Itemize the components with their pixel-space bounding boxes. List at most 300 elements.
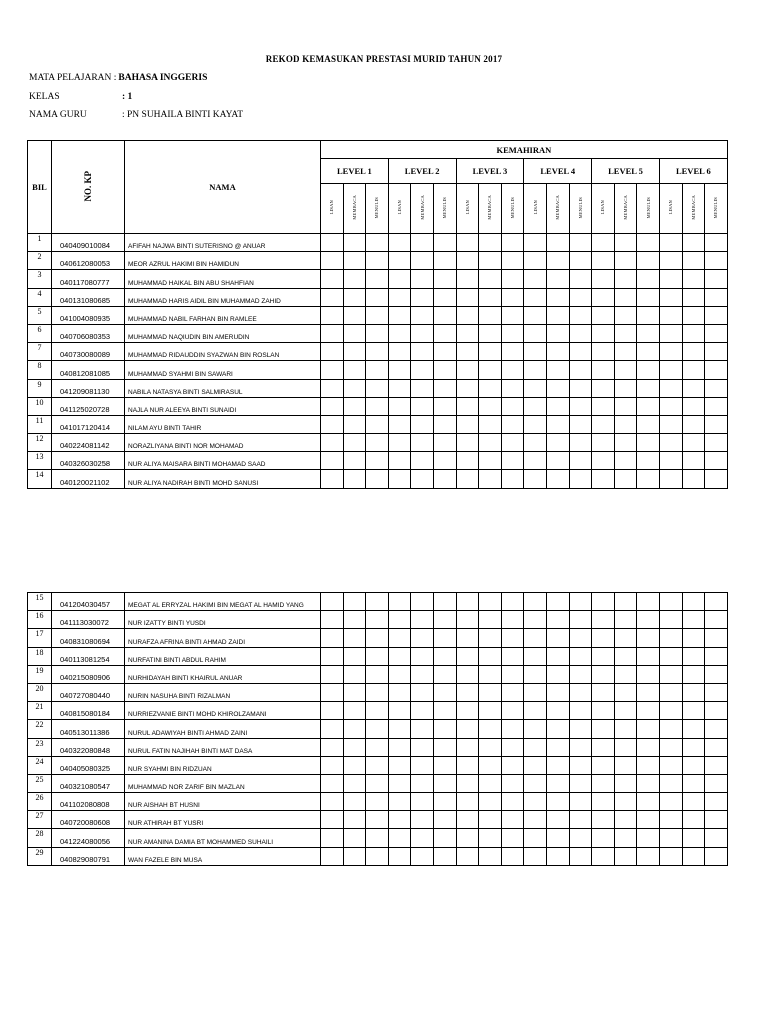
score-cell[interactable]: [321, 647, 344, 665]
score-cell[interactable]: [614, 738, 637, 756]
score-cell[interactable]: [343, 379, 366, 397]
score-cell[interactable]: [343, 252, 366, 270]
score-cell[interactable]: [637, 397, 660, 415]
score-cell[interactable]: [546, 306, 569, 324]
score-cell[interactable]: [546, 847, 569, 865]
score-cell[interactable]: [569, 683, 592, 701]
score-cell[interactable]: [411, 343, 434, 361]
score-cell[interactable]: [479, 415, 502, 433]
score-cell[interactable]: [546, 738, 569, 756]
score-cell[interactable]: [501, 397, 524, 415]
score-cell[interactable]: [366, 288, 389, 306]
score-cell[interactable]: [592, 415, 615, 433]
score-cell[interactable]: [524, 647, 547, 665]
score-cell[interactable]: [343, 593, 366, 611]
score-cell[interactable]: [479, 593, 502, 611]
score-cell[interactable]: [524, 738, 547, 756]
score-cell[interactable]: [637, 452, 660, 470]
score-cell[interactable]: [433, 720, 456, 738]
score-cell[interactable]: [456, 647, 479, 665]
score-cell[interactable]: [343, 452, 366, 470]
score-cell[interactable]: [659, 234, 682, 252]
score-cell[interactable]: [592, 793, 615, 811]
score-cell[interactable]: [456, 361, 479, 379]
score-cell[interactable]: [343, 288, 366, 306]
score-cell[interactable]: [682, 288, 705, 306]
score-cell[interactable]: [524, 361, 547, 379]
score-cell[interactable]: [592, 343, 615, 361]
score-cell[interactable]: [705, 470, 728, 488]
score-cell[interactable]: [411, 738, 434, 756]
score-cell[interactable]: [479, 361, 502, 379]
score-cell[interactable]: [682, 665, 705, 683]
score-cell[interactable]: [569, 720, 592, 738]
score-cell[interactable]: [705, 343, 728, 361]
score-cell[interactable]: [388, 793, 411, 811]
score-cell[interactable]: [614, 593, 637, 611]
score-cell[interactable]: [637, 252, 660, 270]
score-cell[interactable]: [343, 720, 366, 738]
score-cell[interactable]: [546, 683, 569, 701]
score-cell[interactable]: [614, 470, 637, 488]
score-cell[interactable]: [479, 738, 502, 756]
score-cell[interactable]: [501, 629, 524, 647]
score-cell[interactable]: [659, 252, 682, 270]
score-cell[interactable]: [366, 756, 389, 774]
score-cell[interactable]: [569, 324, 592, 342]
score-cell[interactable]: [614, 629, 637, 647]
score-cell[interactable]: [659, 774, 682, 792]
score-cell[interactable]: [659, 343, 682, 361]
score-cell[interactable]: [524, 434, 547, 452]
score-cell[interactable]: [524, 252, 547, 270]
score-cell[interactable]: [343, 756, 366, 774]
score-cell[interactable]: [659, 665, 682, 683]
score-cell[interactable]: [592, 593, 615, 611]
score-cell[interactable]: [388, 361, 411, 379]
score-cell[interactable]: [433, 611, 456, 629]
score-cell[interactable]: [501, 793, 524, 811]
score-cell[interactable]: [366, 306, 389, 324]
score-cell[interactable]: [501, 252, 524, 270]
score-cell[interactable]: [479, 611, 502, 629]
score-cell[interactable]: [659, 288, 682, 306]
score-cell[interactable]: [388, 343, 411, 361]
score-cell[interactable]: [682, 720, 705, 738]
score-cell[interactable]: [501, 470, 524, 488]
score-cell[interactable]: [456, 793, 479, 811]
score-cell[interactable]: [592, 720, 615, 738]
score-cell[interactable]: [614, 793, 637, 811]
score-cell[interactable]: [524, 270, 547, 288]
score-cell[interactable]: [705, 811, 728, 829]
score-cell[interactable]: [411, 774, 434, 792]
score-cell[interactable]: [479, 720, 502, 738]
score-cell[interactable]: [321, 343, 344, 361]
score-cell[interactable]: [705, 234, 728, 252]
score-cell[interactable]: [637, 629, 660, 647]
score-cell[interactable]: [433, 756, 456, 774]
score-cell[interactable]: [501, 234, 524, 252]
score-cell[interactable]: [501, 452, 524, 470]
score-cell[interactable]: [456, 252, 479, 270]
score-cell[interactable]: [682, 415, 705, 433]
score-cell[interactable]: [388, 270, 411, 288]
score-cell[interactable]: [546, 343, 569, 361]
score-cell[interactable]: [682, 343, 705, 361]
score-cell[interactable]: [569, 593, 592, 611]
score-cell[interactable]: [592, 665, 615, 683]
score-cell[interactable]: [321, 665, 344, 683]
score-cell[interactable]: [388, 452, 411, 470]
score-cell[interactable]: [366, 683, 389, 701]
score-cell[interactable]: [569, 629, 592, 647]
score-cell[interactable]: [524, 793, 547, 811]
score-cell[interactable]: [637, 306, 660, 324]
score-cell[interactable]: [705, 434, 728, 452]
score-cell[interactable]: [637, 665, 660, 683]
score-cell[interactable]: [433, 434, 456, 452]
score-cell[interactable]: [569, 647, 592, 665]
score-cell[interactable]: [479, 470, 502, 488]
score-cell[interactable]: [433, 288, 456, 306]
score-cell[interactable]: [546, 702, 569, 720]
score-cell[interactable]: [366, 829, 389, 847]
score-cell[interactable]: [659, 306, 682, 324]
score-cell[interactable]: [592, 629, 615, 647]
score-cell[interactable]: [321, 702, 344, 720]
score-cell[interactable]: [659, 811, 682, 829]
score-cell[interactable]: [321, 452, 344, 470]
score-cell[interactable]: [456, 756, 479, 774]
score-cell[interactable]: [592, 470, 615, 488]
score-cell[interactable]: [524, 611, 547, 629]
score-cell[interactable]: [614, 702, 637, 720]
score-cell[interactable]: [388, 756, 411, 774]
score-cell[interactable]: [433, 829, 456, 847]
score-cell[interactable]: [501, 434, 524, 452]
score-cell[interactable]: [546, 593, 569, 611]
score-cell[interactable]: [479, 434, 502, 452]
score-cell[interactable]: [501, 756, 524, 774]
score-cell[interactable]: [411, 793, 434, 811]
score-cell[interactable]: [479, 811, 502, 829]
score-cell[interactable]: [637, 811, 660, 829]
score-cell[interactable]: [479, 683, 502, 701]
score-cell[interactable]: [637, 343, 660, 361]
score-cell[interactable]: [614, 288, 637, 306]
score-cell[interactable]: [614, 252, 637, 270]
score-cell[interactable]: [524, 756, 547, 774]
score-cell[interactable]: [321, 470, 344, 488]
score-cell[interactable]: [343, 397, 366, 415]
score-cell[interactable]: [321, 738, 344, 756]
score-cell[interactable]: [637, 756, 660, 774]
score-cell[interactable]: [659, 847, 682, 865]
score-cell[interactable]: [569, 234, 592, 252]
score-cell[interactable]: [433, 593, 456, 611]
score-cell[interactable]: [366, 379, 389, 397]
score-cell[interactable]: [321, 415, 344, 433]
score-cell[interactable]: [682, 270, 705, 288]
score-cell[interactable]: [524, 683, 547, 701]
score-cell[interactable]: [321, 720, 344, 738]
score-cell[interactable]: [637, 434, 660, 452]
score-cell[interactable]: [592, 270, 615, 288]
score-cell[interactable]: [705, 793, 728, 811]
score-cell[interactable]: [524, 774, 547, 792]
score-cell[interactable]: [388, 252, 411, 270]
score-cell[interactable]: [592, 829, 615, 847]
score-cell[interactable]: [546, 470, 569, 488]
score-cell[interactable]: [433, 647, 456, 665]
score-cell[interactable]: [343, 343, 366, 361]
score-cell[interactable]: [366, 847, 389, 865]
score-cell[interactable]: [343, 270, 366, 288]
score-cell[interactable]: [569, 361, 592, 379]
score-cell[interactable]: [411, 756, 434, 774]
score-cell[interactable]: [637, 738, 660, 756]
score-cell[interactable]: [637, 593, 660, 611]
score-cell[interactable]: [614, 306, 637, 324]
score-cell[interactable]: [366, 397, 389, 415]
score-cell[interactable]: [592, 361, 615, 379]
score-cell[interactable]: [388, 397, 411, 415]
score-cell[interactable]: [433, 811, 456, 829]
score-cell[interactable]: [501, 702, 524, 720]
score-cell[interactable]: [705, 774, 728, 792]
score-cell[interactable]: [682, 593, 705, 611]
score-cell[interactable]: [366, 361, 389, 379]
score-cell[interactable]: [705, 306, 728, 324]
score-cell[interactable]: [433, 452, 456, 470]
score-cell[interactable]: [411, 397, 434, 415]
score-cell[interactable]: [659, 629, 682, 647]
score-cell[interactable]: [659, 379, 682, 397]
score-cell[interactable]: [637, 720, 660, 738]
score-cell[interactable]: [546, 234, 569, 252]
score-cell[interactable]: [546, 434, 569, 452]
score-cell[interactable]: [479, 793, 502, 811]
score-cell[interactable]: [682, 324, 705, 342]
score-cell[interactable]: [592, 379, 615, 397]
score-cell[interactable]: [705, 847, 728, 865]
score-cell[interactable]: [411, 647, 434, 665]
score-cell[interactable]: [343, 665, 366, 683]
score-cell[interactable]: [569, 611, 592, 629]
score-cell[interactable]: [411, 288, 434, 306]
score-cell[interactable]: [501, 343, 524, 361]
score-cell[interactable]: [569, 665, 592, 683]
score-cell[interactable]: [524, 452, 547, 470]
score-cell[interactable]: [524, 829, 547, 847]
score-cell[interactable]: [592, 252, 615, 270]
score-cell[interactable]: [524, 811, 547, 829]
score-cell[interactable]: [411, 683, 434, 701]
score-cell[interactable]: [569, 793, 592, 811]
score-cell[interactable]: [456, 629, 479, 647]
score-cell[interactable]: [479, 629, 502, 647]
score-cell[interactable]: [456, 829, 479, 847]
score-cell[interactable]: [411, 665, 434, 683]
score-cell[interactable]: [388, 593, 411, 611]
score-cell[interactable]: [479, 665, 502, 683]
score-cell[interactable]: [569, 756, 592, 774]
score-cell[interactable]: [569, 288, 592, 306]
score-cell[interactable]: [524, 470, 547, 488]
score-cell[interactable]: [569, 452, 592, 470]
score-cell[interactable]: [682, 738, 705, 756]
score-cell[interactable]: [614, 415, 637, 433]
score-cell[interactable]: [321, 629, 344, 647]
score-cell[interactable]: [343, 738, 366, 756]
score-cell[interactable]: [456, 720, 479, 738]
score-cell[interactable]: [614, 683, 637, 701]
score-cell[interactable]: [569, 415, 592, 433]
score-cell[interactable]: [524, 379, 547, 397]
score-cell[interactable]: [637, 379, 660, 397]
score-cell[interactable]: [343, 647, 366, 665]
score-cell[interactable]: [705, 452, 728, 470]
score-cell[interactable]: [388, 611, 411, 629]
score-cell[interactable]: [659, 593, 682, 611]
score-cell[interactable]: [456, 234, 479, 252]
score-cell[interactable]: [343, 702, 366, 720]
score-cell[interactable]: [705, 288, 728, 306]
score-cell[interactable]: [388, 379, 411, 397]
score-cell[interactable]: [433, 324, 456, 342]
score-cell[interactable]: [524, 847, 547, 865]
score-cell[interactable]: [343, 470, 366, 488]
score-cell[interactable]: [659, 434, 682, 452]
score-cell[interactable]: [321, 306, 344, 324]
score-cell[interactable]: [479, 829, 502, 847]
score-cell[interactable]: [433, 252, 456, 270]
score-cell[interactable]: [388, 306, 411, 324]
score-cell[interactable]: [546, 452, 569, 470]
score-cell[interactable]: [592, 288, 615, 306]
score-cell[interactable]: [433, 343, 456, 361]
score-cell[interactable]: [592, 702, 615, 720]
score-cell[interactable]: [388, 629, 411, 647]
score-cell[interactable]: [479, 847, 502, 865]
score-cell[interactable]: [637, 829, 660, 847]
score-cell[interactable]: [659, 793, 682, 811]
score-cell[interactable]: [411, 452, 434, 470]
score-cell[interactable]: [411, 611, 434, 629]
score-cell[interactable]: [705, 720, 728, 738]
score-cell[interactable]: [388, 415, 411, 433]
score-cell[interactable]: [456, 847, 479, 865]
score-cell[interactable]: [592, 756, 615, 774]
score-cell[interactable]: [569, 774, 592, 792]
score-cell[interactable]: [659, 470, 682, 488]
score-cell[interactable]: [501, 270, 524, 288]
score-cell[interactable]: [321, 324, 344, 342]
score-cell[interactable]: [411, 361, 434, 379]
score-cell[interactable]: [411, 593, 434, 611]
score-cell[interactable]: [388, 774, 411, 792]
score-cell[interactable]: [366, 415, 389, 433]
score-cell[interactable]: [411, 306, 434, 324]
score-cell[interactable]: [569, 252, 592, 270]
score-cell[interactable]: [388, 683, 411, 701]
score-cell[interactable]: [456, 738, 479, 756]
score-cell[interactable]: [411, 234, 434, 252]
score-cell[interactable]: [614, 774, 637, 792]
score-cell[interactable]: [433, 306, 456, 324]
score-cell[interactable]: [592, 324, 615, 342]
score-cell[interactable]: [705, 756, 728, 774]
score-cell[interactable]: [569, 270, 592, 288]
score-cell[interactable]: [456, 288, 479, 306]
score-cell[interactable]: [456, 774, 479, 792]
score-cell[interactable]: [433, 397, 456, 415]
score-cell[interactable]: [433, 665, 456, 683]
score-cell[interactable]: [546, 361, 569, 379]
score-cell[interactable]: [433, 738, 456, 756]
score-cell[interactable]: [366, 270, 389, 288]
score-cell[interactable]: [614, 847, 637, 865]
score-cell[interactable]: [411, 252, 434, 270]
score-cell[interactable]: [456, 683, 479, 701]
score-cell[interactable]: [366, 793, 389, 811]
score-cell[interactable]: [592, 434, 615, 452]
score-cell[interactable]: [682, 234, 705, 252]
score-cell[interactable]: [659, 647, 682, 665]
score-cell[interactable]: [546, 288, 569, 306]
score-cell[interactable]: [682, 252, 705, 270]
score-cell[interactable]: [501, 288, 524, 306]
score-cell[interactable]: [614, 361, 637, 379]
score-cell[interactable]: [343, 611, 366, 629]
score-cell[interactable]: [592, 452, 615, 470]
score-cell[interactable]: [614, 434, 637, 452]
score-cell[interactable]: [569, 470, 592, 488]
score-cell[interactable]: [321, 397, 344, 415]
score-cell[interactable]: [614, 647, 637, 665]
score-cell[interactable]: [501, 379, 524, 397]
score-cell[interactable]: [456, 343, 479, 361]
score-cell[interactable]: [637, 647, 660, 665]
score-cell[interactable]: [705, 629, 728, 647]
score-cell[interactable]: [569, 702, 592, 720]
score-cell[interactable]: [366, 774, 389, 792]
score-cell[interactable]: [569, 306, 592, 324]
score-cell[interactable]: [456, 324, 479, 342]
score-cell[interactable]: [682, 683, 705, 701]
score-cell[interactable]: [366, 452, 389, 470]
score-cell[interactable]: [682, 397, 705, 415]
score-cell[interactable]: [592, 774, 615, 792]
score-cell[interactable]: [479, 234, 502, 252]
score-cell[interactable]: [366, 629, 389, 647]
score-cell[interactable]: [321, 434, 344, 452]
score-cell[interactable]: [682, 434, 705, 452]
score-cell[interactable]: [546, 774, 569, 792]
score-cell[interactable]: [388, 738, 411, 756]
score-cell[interactable]: [321, 379, 344, 397]
score-cell[interactable]: [637, 288, 660, 306]
score-cell[interactable]: [388, 665, 411, 683]
score-cell[interactable]: [705, 252, 728, 270]
score-cell[interactable]: [614, 324, 637, 342]
score-cell[interactable]: [659, 611, 682, 629]
score-cell[interactable]: [637, 793, 660, 811]
score-cell[interactable]: [366, 738, 389, 756]
score-cell[interactable]: [501, 738, 524, 756]
score-cell[interactable]: [321, 593, 344, 611]
